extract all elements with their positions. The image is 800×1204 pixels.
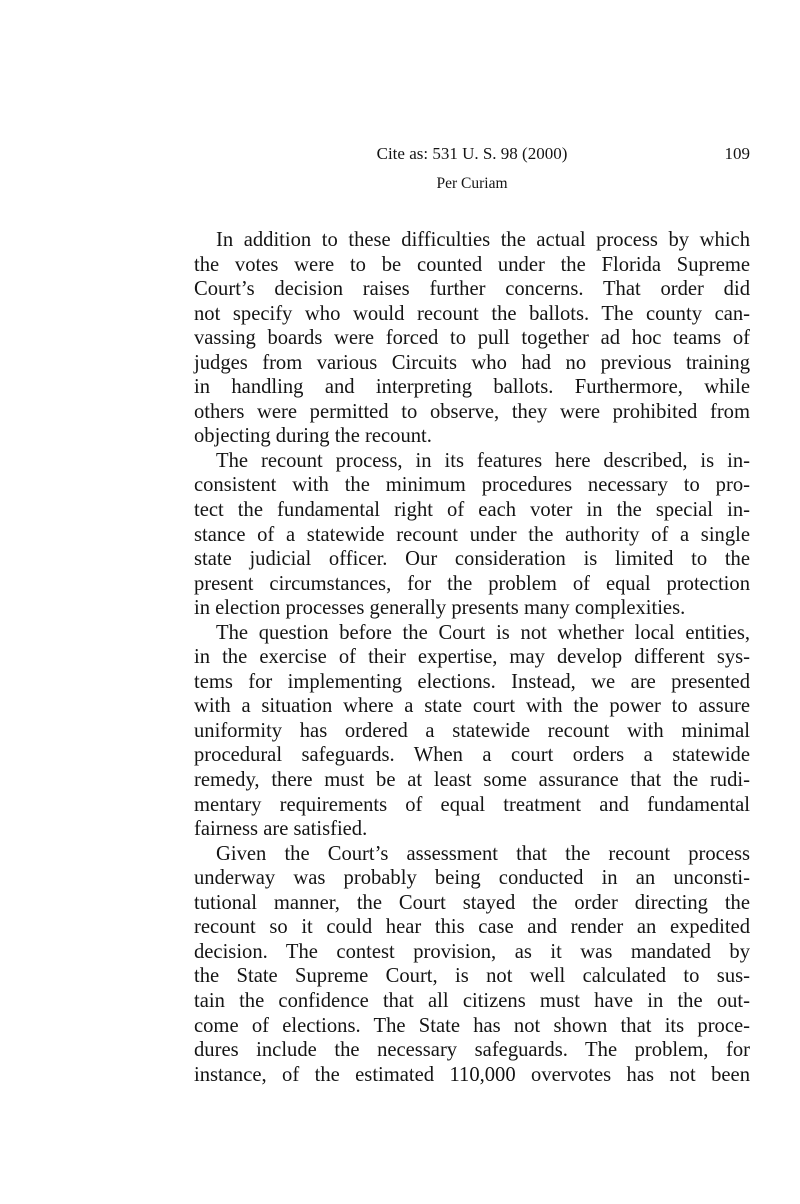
citation: Cite as: 531 U. S. 98 (2000) (376, 144, 568, 163)
body-text (194, 228, 750, 1087)
text-line: instance, of the estimated 110,000 overvotes has not been (194, 1063, 750, 1086)
text-line: uniformity has ordered a statewide recount with minimal (194, 719, 750, 742)
text-line: remedy, there must be at least some assurance that the rudi- (194, 769, 750, 792)
text-line: dures include the necessary safeguards. The problem, for (194, 1039, 750, 1062)
text-line: not specify who would recount the ballots. The county can- (194, 302, 750, 325)
text-line: decision. The contest provision, as it was mandated by (194, 940, 750, 963)
text-line: Court’s decision raises further concerns. That order did (194, 278, 750, 301)
text-line: present circumstances, for the problem of equal protection (194, 572, 750, 595)
text-line: in the exercise of their expertise, may develop different sys- (194, 646, 750, 669)
text-line: mentary requirements of equal treatment and fundamental (194, 793, 750, 816)
text-line: judges from various Circuits who had no previous training (194, 351, 750, 374)
text-line: objecting during the recount. (194, 425, 432, 448)
text-line: recount so it could hear this case and render an expedited (194, 916, 750, 939)
text-line: The recount process, in its features here described, is in- (216, 449, 750, 472)
text-line: tems for implementing elections. Instead, we are presented (194, 670, 750, 693)
text-line: In addition to these difficulties the actual process by which (216, 229, 750, 251)
text-line: tect the fundamental right of each voter in the special in- (194, 499, 750, 522)
text-line: the votes were to be counted under the Florida Supreme (194, 253, 750, 276)
text-line: with a situation where a state court with the power to assure (194, 695, 750, 718)
text-line: others were permitted to observe, they were prohibited from (194, 400, 750, 423)
text-line: in handling and interpreting ballots. Furthermore, while (194, 376, 750, 399)
text-line: stance of a statewide recount under the authority of a single (194, 523, 750, 546)
text-line: underway was probably being conducted in an unconsti- (194, 867, 750, 890)
text-line: vassing boards were forced to pull together ad hoc teams of (194, 327, 750, 350)
text-line: tain the confidence that all citizens must have in the out- (194, 989, 750, 1012)
text-line: tutional manner, the Court stayed the order directing the (194, 891, 750, 914)
text-line: Given the Court’s assessment that the recount process (216, 842, 750, 865)
text-line: consistent with the minimum procedures necessary to pro- (194, 474, 750, 497)
text-line: fairness are satisfied. (194, 818, 368, 841)
running-head (194, 143, 750, 165)
text-line: come of elections. The State has not shown that its proce- (194, 1014, 750, 1037)
text-line: the State Supreme Court, is not well calculated to sus- (194, 965, 750, 988)
text-line: state judicial officer. Our consideration is limited to the (194, 548, 750, 571)
text-line: in election processes generally presents many complexities. (194, 597, 686, 620)
text-line: The question before the Court is not whether local entities, (216, 621, 750, 644)
page-number: 109 (724, 144, 750, 163)
text-line: procedural safeguards. When a court orders a statewide (194, 744, 750, 767)
section-label: Per Curiam (436, 175, 508, 192)
